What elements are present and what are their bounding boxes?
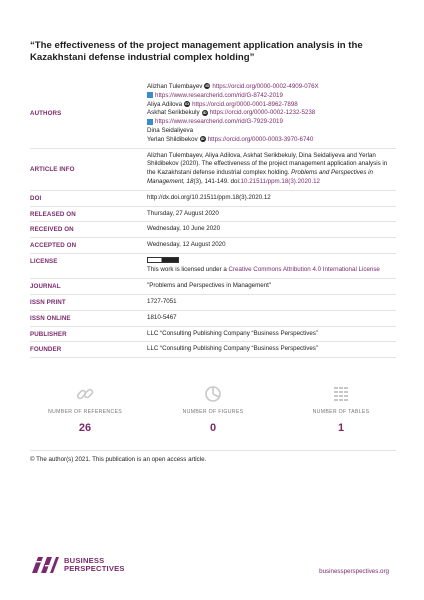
stat-value: 26	[78, 422, 92, 434]
license-label: LICENSE	[30, 257, 58, 265]
authors-value	[147, 80, 396, 148]
issn-online-value: 1810-5467	[147, 313, 177, 321]
publisher-label: PUBLISHER	[30, 330, 67, 338]
article-info-row	[30, 149, 396, 191]
orcid-link[interactable]: https://orcid.org/0000-0001-8962-7898	[192, 100, 298, 108]
cc-by-badge-icon	[147, 257, 179, 263]
article-title: “The effectiveness of the project management application analysis in the Kazakhstani defense industrial complex holding”	[30, 40, 363, 63]
orcid-link[interactable]: https://orcid.org/0000-0003-3970-6740	[207, 135, 314, 143]
doi-value[interactable]: http://dx.doi.org/10.21511/ppm.18(3).2020.12	[147, 193, 271, 201]
issn-print-row	[30, 295, 396, 311]
citation-doi-link[interactable]: 10.21511/ppm.18(3).2020.12	[240, 177, 320, 185]
logo-line-1: BUSINESS	[64, 555, 105, 565]
received-on-row	[30, 222, 396, 238]
license-row	[30, 254, 396, 279]
footer-url[interactable]: businessperspectives.org	[319, 568, 389, 575]
stat-label: NUMBER OF TABLES	[312, 409, 370, 415]
author-rid-line-3	[147, 118, 396, 127]
citation-text: Alizhan Tulembayev, Aliya Adilova, Askhat Serikbekuly, Dina Seidaliyeva and Yerlan Shildibekov (2020). The effectiveness of the project management application analysis in the Kazakhstani defense industrial complex holding.	[147, 151, 388, 177]
stat-value: 0	[209, 422, 217, 434]
article-info-label: ARTICLE INFO	[30, 165, 75, 173]
journal-label: JOURNAL	[30, 283, 61, 291]
citation-issue: (3), 141-149.	[193, 177, 229, 185]
stat-figures	[158, 384, 268, 434]
license-value	[147, 254, 396, 278]
stat-value: 1	[337, 422, 345, 434]
issn-print-value: 1727-7051	[147, 297, 177, 305]
author-line-4	[147, 127, 396, 136]
orcid-link[interactable]: https://orcid.org/0000-0002-1232-5238	[209, 109, 316, 117]
stat-references	[30, 384, 140, 434]
accepted-on-row	[30, 238, 396, 254]
author-line-1	[147, 83, 396, 92]
released-on-label: RELEASED ON	[30, 210, 76, 218]
founder-label: FOUNDER	[30, 346, 62, 354]
license-text: This work is licensed under a	[147, 266, 227, 274]
researcherid-link[interactable]: https://www.researcherid.com/rid/G-7929-2019	[155, 118, 283, 126]
table-icon	[331, 384, 351, 404]
orcid-icon: iD	[202, 109, 207, 115]
logo-text	[64, 557, 125, 574]
founder-row	[30, 342, 396, 358]
researcherid-icon	[147, 92, 153, 98]
author-line-2	[147, 101, 396, 110]
author-name: Dina Seidaliyeva	[147, 126, 194, 134]
orcid-link[interactable]: https://orcid.org/0000-0002-4909-076X	[212, 83, 319, 90]
license-link[interactable]: Creative Commons Attribution 4.0 International License	[228, 266, 380, 274]
citation-journal: Problems and Perspectives in Management, 18	[147, 169, 373, 185]
article-stats	[30, 384, 396, 434]
author-line-3	[147, 109, 396, 118]
citation-doi-prefix: doi:	[230, 177, 241, 185]
researcherid-icon	[147, 119, 153, 125]
released-on-value: Thursday, 27 August 2020	[147, 209, 219, 217]
author-name: Aliya Adilova	[147, 100, 183, 108]
doi-row	[30, 191, 396, 207]
business-perspectives-logo[interactable]	[30, 555, 125, 575]
stat-tables	[286, 384, 396, 434]
journal-value: "Problems and Perspectives in Management"	[147, 282, 272, 290]
copyright-notice: © The author(s) 2021. This publication is an open access article.	[30, 450, 396, 463]
pie-chart-icon	[203, 384, 223, 404]
logo-mark-icon	[30, 555, 60, 575]
accepted-on-value: Wednesday, 12 August 2020	[147, 241, 226, 249]
orcid-icon: iD	[205, 83, 210, 89]
author-name: Askhat Serikbekuly	[147, 109, 200, 117]
author-name: Alizhan Tulembayev	[147, 83, 203, 90]
logo-line-2: PERSPECTIVES	[64, 564, 125, 573]
orcid-icon: iD	[185, 100, 190, 106]
author-name: Yerlan Shildibekov	[147, 135, 198, 143]
released-on-row	[30, 207, 396, 223]
link-icon	[75, 384, 95, 404]
accepted-on-label: ACCEPTED ON	[30, 242, 77, 250]
received-on-value: Wednesday, 10 June 2020	[147, 225, 221, 233]
issn-online-row	[30, 311, 396, 327]
doi-label: DOI	[30, 194, 42, 202]
researcherid-link[interactable]: https://www.researcherid.com/rid/G-8742-2019	[155, 91, 283, 99]
journal-row	[30, 279, 396, 295]
issn-online-label: ISSN ONLINE	[30, 314, 71, 322]
authors-row	[30, 80, 396, 149]
author-rid-line-1	[147, 92, 396, 101]
issn-print-label: ISSN PRINT	[30, 298, 66, 306]
publisher-row	[30, 327, 396, 343]
stat-label: NUMBER OF REFERENCES	[47, 409, 123, 415]
publisher-value: LLC “Consulting Publishing Company “Business Perspectives”	[147, 329, 318, 337]
received-on-label: RECEIVED ON	[30, 226, 74, 234]
orcid-icon: iD	[200, 136, 205, 142]
author-line-5	[147, 136, 396, 145]
authors-label: AUTHORS	[30, 110, 62, 118]
founder-value: LLC “Consulting Publishing Company “Business Perspectives”	[147, 345, 318, 353]
article-info-value	[147, 149, 396, 190]
metadata-table	[30, 80, 396, 358]
stat-label: NUMBER OF FIGURES	[182, 409, 244, 415]
